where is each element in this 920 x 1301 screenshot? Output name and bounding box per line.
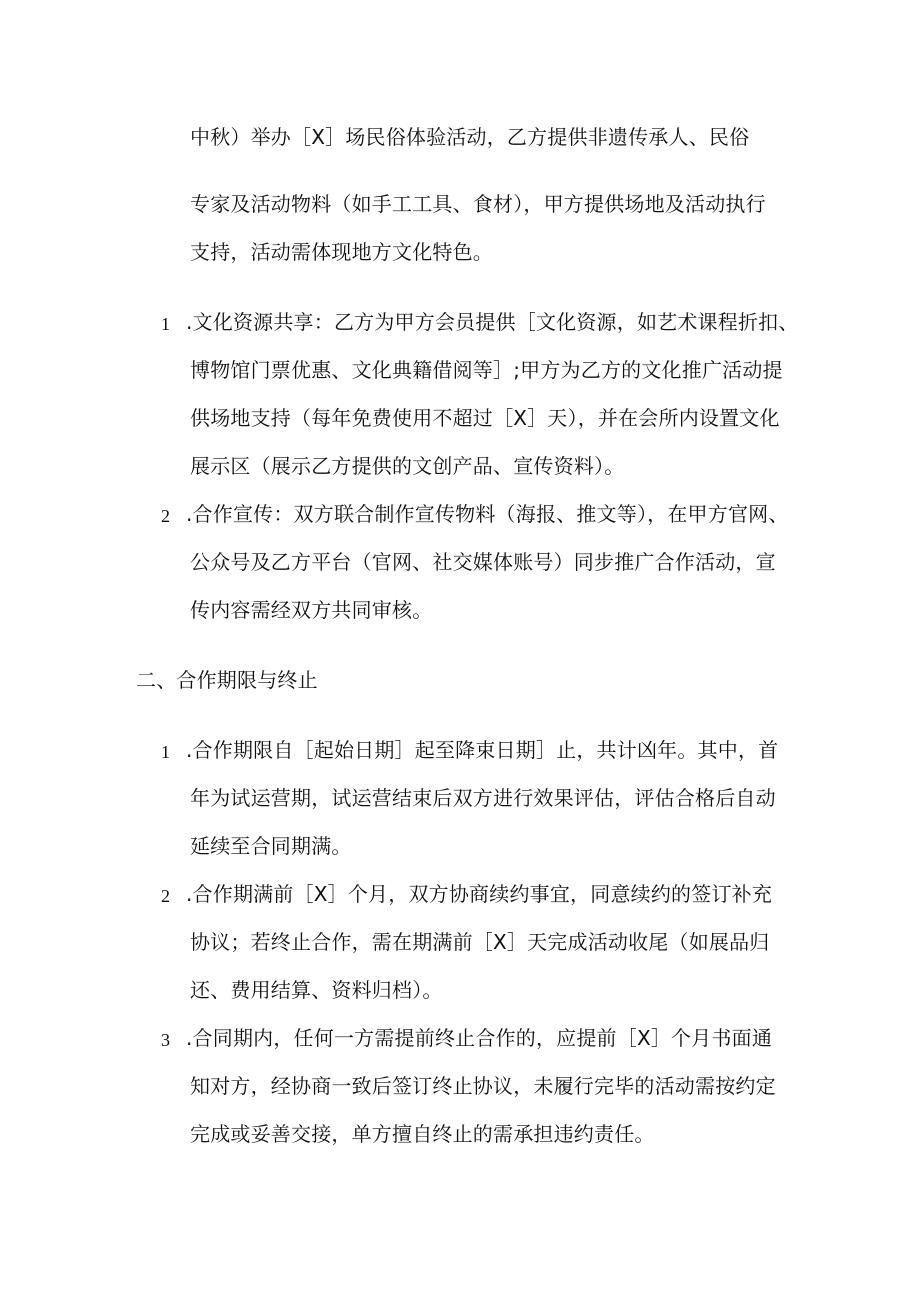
list-item-number: 3 [161,1030,170,1050]
intro-line-1: 中秋）举办［X］场民俗体验活动，乙方提供非遗传承人、民俗 [190,125,750,149]
list-item-line: 供场地支持（每年免费使用不超过［X］天），并在会所内设置文化 [190,406,780,430]
list-item-line: .合作期限自［起始日期］起至降束日期］止，共计凶年。其中，首 [186,738,779,762]
list-item-line: 还、费用结算、资料归档）。 [190,978,443,1002]
list-item-line: 展示区（展示乙方提供的文创产品、宣传资料）。 [190,454,625,478]
section-heading: 二、合作期限与终止 [136,668,318,692]
list-item-line: 年为试运营期，试运营结束后双方进行效果评估，评估合格后自动 [190,786,776,810]
list-item-line: 协议；若终止合作，需在期满前［X］天完成活动收尾（如展品归 [190,930,770,954]
list-item-line: 完成或妥善交接，单方擅自终止的需承担违约责任。 [190,1122,655,1146]
list-item-line: .合作期满前［X］个月，双方协商续约事宜，同意续约的签订补充 [186,882,773,906]
list-item-number: 2 [161,886,170,906]
list-item-number: 2 [161,506,170,526]
list-item-line: 博物馆门票优惠、文化典籍借阅等］;甲方为乙方的文化推广活动提 [190,358,783,382]
list-item-line: 知对方，经协商一致后签订终止协议，未履行完毕的活动需按约定 [190,1074,776,1098]
list-item-line: .合同期内，任何一方需提前终止合作的，应提前［X］个月书面通 [186,1026,773,1050]
list-item-line: 延续至合同期满。 [190,834,352,858]
list-item-line: .文化资源共享：乙方为甲方会员提供［文化资源，如艺术课程折扣、 [186,310,799,334]
list-item-number: 1 [161,314,170,334]
list-item-line: 传内容需经双方共同审核。 [190,598,433,622]
intro-line-2: 专家及活动物料（如手工工具、食材），甲方提供场地及活动执行 [190,192,766,216]
list-item-line: .合作宣传：双方联合制作宣传物料（海报、推文等），在甲方官网、 [186,502,789,526]
intro-line-3: 支持，活动需体现地方文化特色。 [190,240,493,264]
list-item-line: 公众号及乙方平台（官网、社交媒体账号）同步推广合作活动，宣 [190,550,776,574]
list-item-number: 1 [161,742,170,762]
